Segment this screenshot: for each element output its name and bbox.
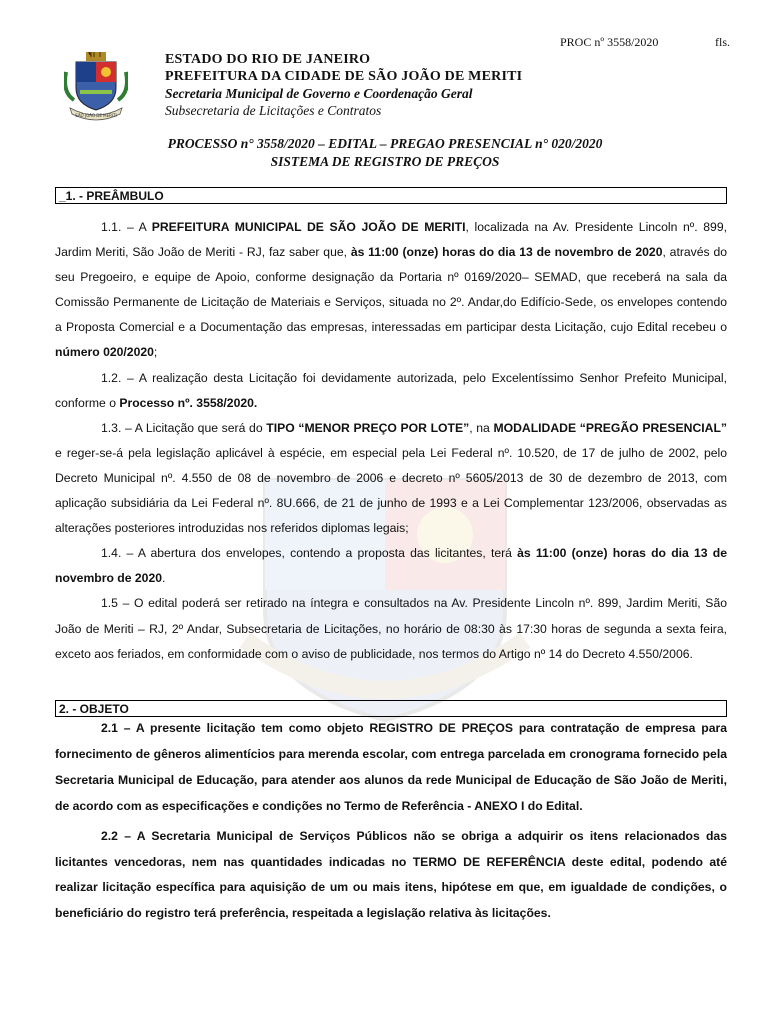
document-title xyxy=(0,135,770,171)
title-line-2: SISTEMA DE REGISTRO DE PREÇOS xyxy=(270,154,500,169)
municipal-crest-icon xyxy=(64,52,128,122)
paragraph-1-4: 1.4. – A abertura dos envelopes, contendo a proposta das licitantes, terá às 11:00 (onze) horas do dia 13 de novembro de 2020. xyxy=(55,546,727,586)
section-heading-objeto: 2. - OBJETO xyxy=(55,700,727,717)
paragraph-2-2: 2.2 – A Secretaria Municipal de Serviços Públicos não se obriga a adquirir os itens relacionados das licitantes vencedoras, nem nas quantidades indicadas no TERMO DE REFERÊNCIA deste edital, podendo até realizar licitação específica para aquisição de um ou mais itens, hipótese em que, em igualdade de condições, o beneficiário do registro terá preferência, respeitada a legislação relativa às licitações. xyxy=(55,828,727,921)
fls-label: fls. xyxy=(715,35,730,49)
state-name: ESTADO DO RIO DE JANEIRO xyxy=(165,52,371,67)
section-heading-preambulo: _1. - PREÂMBULO xyxy=(55,187,727,204)
title-line-1: PROCESSO n° 3558/2020 – EDITAL – PREGAO PRESENCIAL n° 020/2020 xyxy=(167,136,603,151)
process-reference xyxy=(560,35,730,50)
letterhead xyxy=(165,51,522,119)
city-hall-name: PREFEITURA DA CIDADE DE SÃO JOÃO DE MERITI xyxy=(165,69,523,84)
preambulo-body xyxy=(55,215,727,667)
proc-number: PROC nº 3558/2020 xyxy=(560,35,659,49)
paragraph-2-1: 2.1 – A presente licitação tem como objeto REGISTRO DE PREÇOS para contratação de empresa para fornecimento de gêneros alimentícios para merenda escolar, com entrega parcelada em cronograma fornecido pela Secretaria Municipal de Educação, para atender aos alunos da rede Municipal de Educação de São João de Meriti, de acordo com as especificações e condições no Termo de Referência - ANEXO I do Edital. xyxy=(55,721,727,813)
paragraph-1-1: 1.1. – A PREFEITURA MUNICIPAL DE SÃO JOÃO DE MERITI, localizada na Av. Presidente Lincoln nº. 899, Jardim Meriti, São João de Meriti - RJ, faz saber que, às 11:00 (onze) horas do dia 13 de novembro de 2020, através do seu Pregoeiro, e equipe de Apoio, conforme designação da Portaria nº 0169/2020– SEMAD, que receberá na sala da Comissão Permanente de Licitação de Materiais e Serviços, situada no 2º. Andar,do Edifício-Sede, os envelopes contendo a Proposta Comercial e a Documentação das empresas, interessadas em participar desta Licitação, cujo Edital recebeu o número 020/2020; xyxy=(55,220,727,360)
subsecretariat-name: Subsecretaria de Licitações e Contratos xyxy=(165,103,382,118)
paragraph-1-3: 1.3. – A Licitação que será do TIPO “MENOR PREÇO POR LOTE”, na MODALIDADE “PREGÃO PRESENCIAL” e reger-se-á pela legislação aplicável à espécie, em especial pela Lei Federal nº. 10.520, de 17 de julho de 2002, pelo Decreto Municipal nº. 4.550 de 08 de novembro de 2006 e decreto nº 5605/2013 de 30 de dezembro de 2013, com aplicação subsidiária da Lei Federal nº. 8U.666, de 21 de junho de 1993 e a Lei Complementar 123/2006, observadas as alterações posteriores introduzidas nos referidos diplomas legais; xyxy=(55,420,727,536)
crest-banner-text: SÃO JOÃO DE MERITI xyxy=(75,113,117,118)
paragraph-1-2: 1.2. – A realização desta Licitação foi devidamente autorizada, pelo Excelentíssimo Senhor Prefeito Municipal, conforme o Processo nº. 3558/2020. xyxy=(55,370,727,410)
objeto-body xyxy=(55,716,727,927)
paragraph-1-5: 1.5 – O edital poderá ser retirado na íntegra e consultados na Av. Presidente Lincoln nº. 899, Jardim Meriti, São João de Meriti – RJ, 2º Andar, Subsecretaria de Licitações, no horário de 08:30 às 17:30 horas de segunda a sexta feira, exceto aos feriados, em conformidade com o aviso de publicidade, nos termos do Artigo nº 14 do Decreto 4.550/2006. xyxy=(55,596,727,661)
secretariat-name: Secretaria Municipal de Governo e Coordenação Geral xyxy=(165,86,473,101)
